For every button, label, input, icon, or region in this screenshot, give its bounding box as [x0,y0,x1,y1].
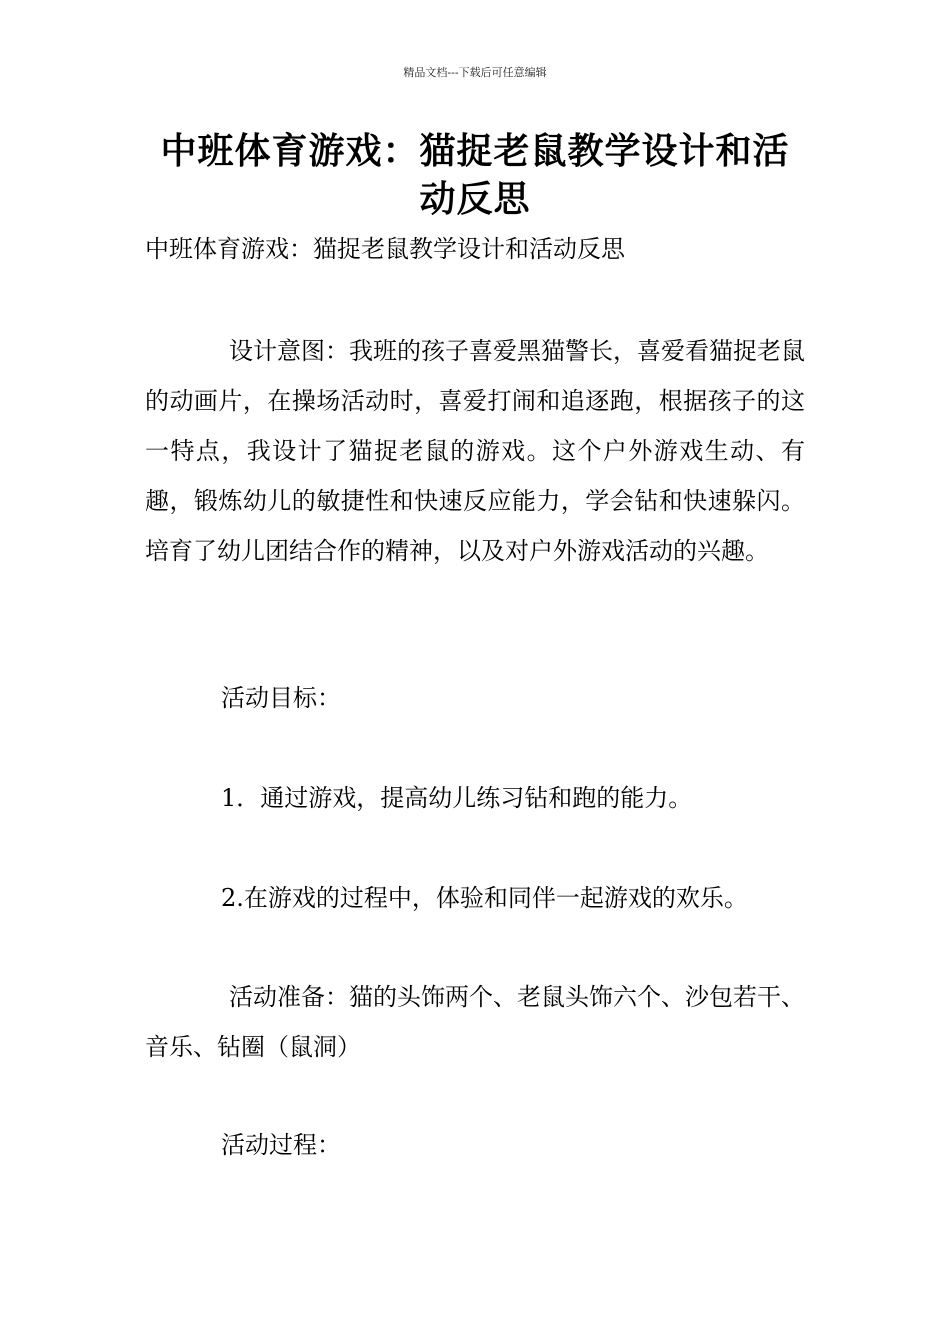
goal-item-2: 2.在游戏的过程中，体验和同伴一起游戏的欢乐。 [221,884,748,912]
header-note: 精品文档---下载后可任意编辑 [403,66,547,79]
document-subtitle: 中班体育游戏：猫捉老鼠教学设计和活动反思 [145,235,625,263]
design-intent-paragraph: 设计意图：我班的孩子喜爱黑猫警长，喜爱看猫捉老鼠的动画片，在操场活动时，喜爱打闹和追逐跑，根据孩子的这一特点，我设计了猫捉老鼠的游戏。这个户外游戏生动、有趣，锻炼幼儿的敏捷性和快速反应能力，学会钻和快速躲闪。培育了幼儿团结合作的精神，以及对户外游戏活动的兴趣。 [145,337,805,565]
goal-item-1: 1．通过游戏，提高幼儿练习钻和跑的能力。 [221,784,693,812]
preparation-paragraph: 活动准备：猫的头饰两个、老鼠头饰六个、沙包若干、音乐、钻圈（鼠洞） [145,983,805,1061]
document-title: 中班体育游戏：猫捉老鼠教学设计和活动反思 [160,131,790,220]
goals-heading: 活动目标： [221,684,341,712]
process-heading: 活动过程： [221,1131,341,1159]
